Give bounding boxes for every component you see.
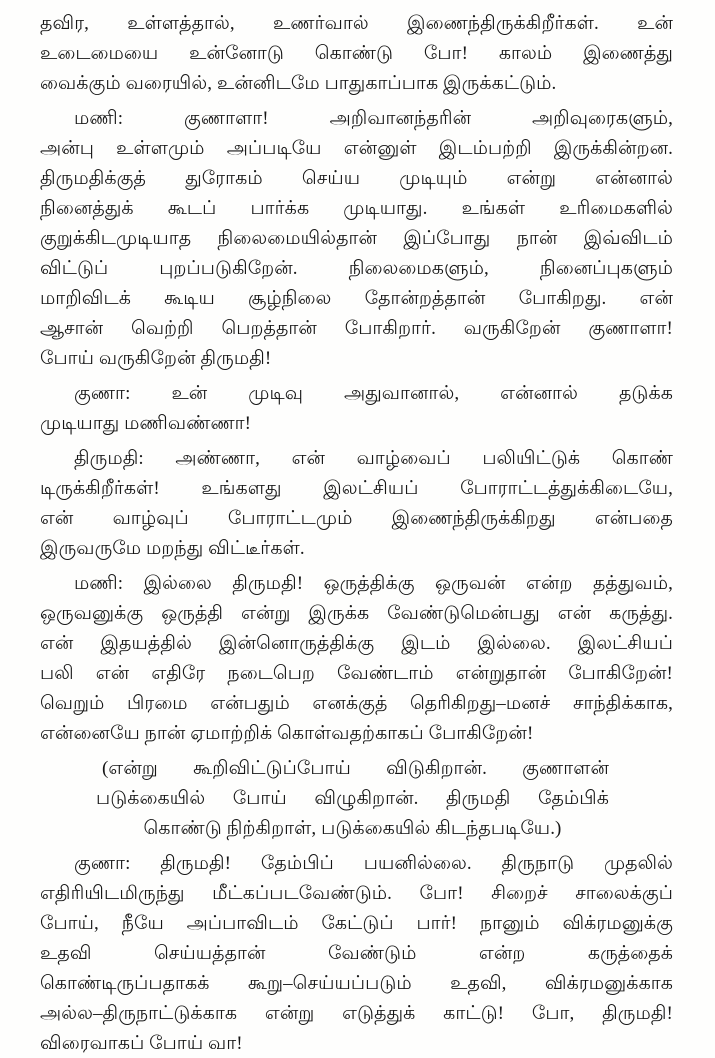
text-line: (என்று கூறிவிட்டுப்போய் விடுகிறான். குணாளன் xyxy=(102,758,609,779)
dialogue-guna-2 xyxy=(40,849,673,1058)
stage-direction xyxy=(40,754,673,844)
text-line: மணி: குணாளா! அறிவானந்தரின் அறிவுரைகளும், xyxy=(74,108,673,129)
text-line: என்னையே நான் ஏமாற்றிக் கொள்வதற்காகப் போகிறேன்! xyxy=(40,723,534,744)
text-line: டிருக்கிறீர்கள்! உங்களது இலட்சியப் போராட்டத்துக்கிடையே, xyxy=(40,478,673,499)
text-line: உடைமையை உன்னோடு கொண்டு போ! காலம் இணைத்து xyxy=(40,43,673,64)
text-line: என் வாழ்வுப் போராட்டமும் இணைந்திருக்கிறது என்பதை xyxy=(40,508,673,529)
text-line: போய், நீயே அப்பாவிடம் கேட்டுப் பார்! நானும் விக்ரமனுக்கு xyxy=(40,913,673,934)
text-line: உதவி செய்யத்தான் வேண்டும் என்ற கருத்தைக் xyxy=(40,943,673,964)
text-line: குறுக்கிடமுடியாத நிலைமையில்தான் இப்போது நான் இவ்விடம் xyxy=(40,228,673,249)
text-line: நினைத்துக் கூடப் பார்க்க முடியாது. உங்கள் உரிமைகளில் xyxy=(40,198,673,219)
text-line: திருமதி: அண்ணா, என் வாழ்வைப் பலியிட்டுக் கொண் xyxy=(74,448,673,469)
text-line: எதிரியிடமிருந்து மீட்கப்படவேண்டும். போ! சிறைச் சாலைக்குப் xyxy=(40,883,673,904)
text-line: விரைவாகப் போய் வா! xyxy=(40,1033,243,1054)
text-line: விட்டுப் புறப்படுகிறேன். நிலைமைகளும், நினைப்புகளும் xyxy=(40,258,673,279)
text-line: குணா: உன் முடிவு அதுவானால், என்னால் தடுக்க xyxy=(74,383,673,404)
text-line: அன்பு உள்ளமும் அப்படியே என்னுள் இடம்பற்றி இருக்கின்றன. xyxy=(40,138,673,159)
text-line: மணி: இல்லை திருமதி! ஒருத்திக்கு ஒருவன் என்ற தத்துவம், xyxy=(74,573,673,594)
dialogue-mani-2 xyxy=(40,569,673,749)
page-text xyxy=(40,9,673,1058)
text-line: பலி என் எதிரே நடைபெற வேண்டாம் என்றுதான் போகிறேன்! xyxy=(40,663,673,684)
text-line: கொண்டிருப்பதாகக் கூறு–செய்யப்படும் உதவி, விக்ரமனுக்காக xyxy=(40,973,673,994)
dialogue-thirumathi xyxy=(40,444,673,564)
text-line: அல்ல–திருநாட்டுக்காக என்று எடுத்துக் காட்டு! போ, திருமதி! xyxy=(40,1003,673,1024)
text-line: மாறிவிடக் கூடிய சூழ்நிலை தோன்றத்தான் போகிறது. என் xyxy=(40,288,673,309)
text-line: படுக்கையில் போய் விழுகிறான். திருமதி தேம்பிக் xyxy=(96,788,609,809)
dialogue-guna-1 xyxy=(40,379,673,439)
continuation-paragraph xyxy=(40,9,673,99)
text-line: தவிர, உள்ளத்தால், உணர்வால் இணைந்திருக்கிறீர்கள். உன் xyxy=(40,13,673,34)
text-line: என் இதயத்தில் இன்னொருத்திக்கு இடம் இல்லை. இலட்சியப் xyxy=(40,633,673,654)
text-line: முடியாது மணிவண்ணா! xyxy=(40,413,252,434)
dialogue-mani-1 xyxy=(40,104,673,374)
text-line: வைக்கும் வரையில், உன்னிடமே பாதுகாப்பாக இருக்கட்டும். xyxy=(40,73,557,94)
text-line: போய் வருகிறேன் திருமதி! xyxy=(40,348,272,369)
text-line: வெறும் பிரமை என்பதும் எனக்குத் தெரிகிறது–மனச் சாந்திக்காக, xyxy=(40,693,673,714)
text-line: கொண்டு நிற்கிறாள், படுக்கையில் கிடந்தபடியே.) xyxy=(143,818,562,839)
text-line: திருமதிக்குத் துரோகம் செய்ய முடியும் என்று என்னால் xyxy=(40,168,673,189)
text-line: இருவருமே மறந்து விட்டீர்கள். xyxy=(40,538,305,559)
text-line: குணா: திருமதி! தேம்பிப் பயனில்லை. திருநாடு முதலில் xyxy=(74,853,673,874)
text-line: ஆசான் வெற்றி பெறத்தான் போகிறார். வருகிறேன் குணாளா! xyxy=(40,318,673,339)
text-line: ஒருவனுக்கு ஒருத்தி என்று இருக்க வேண்டுமென்பது என் கருத்து. xyxy=(40,603,673,624)
